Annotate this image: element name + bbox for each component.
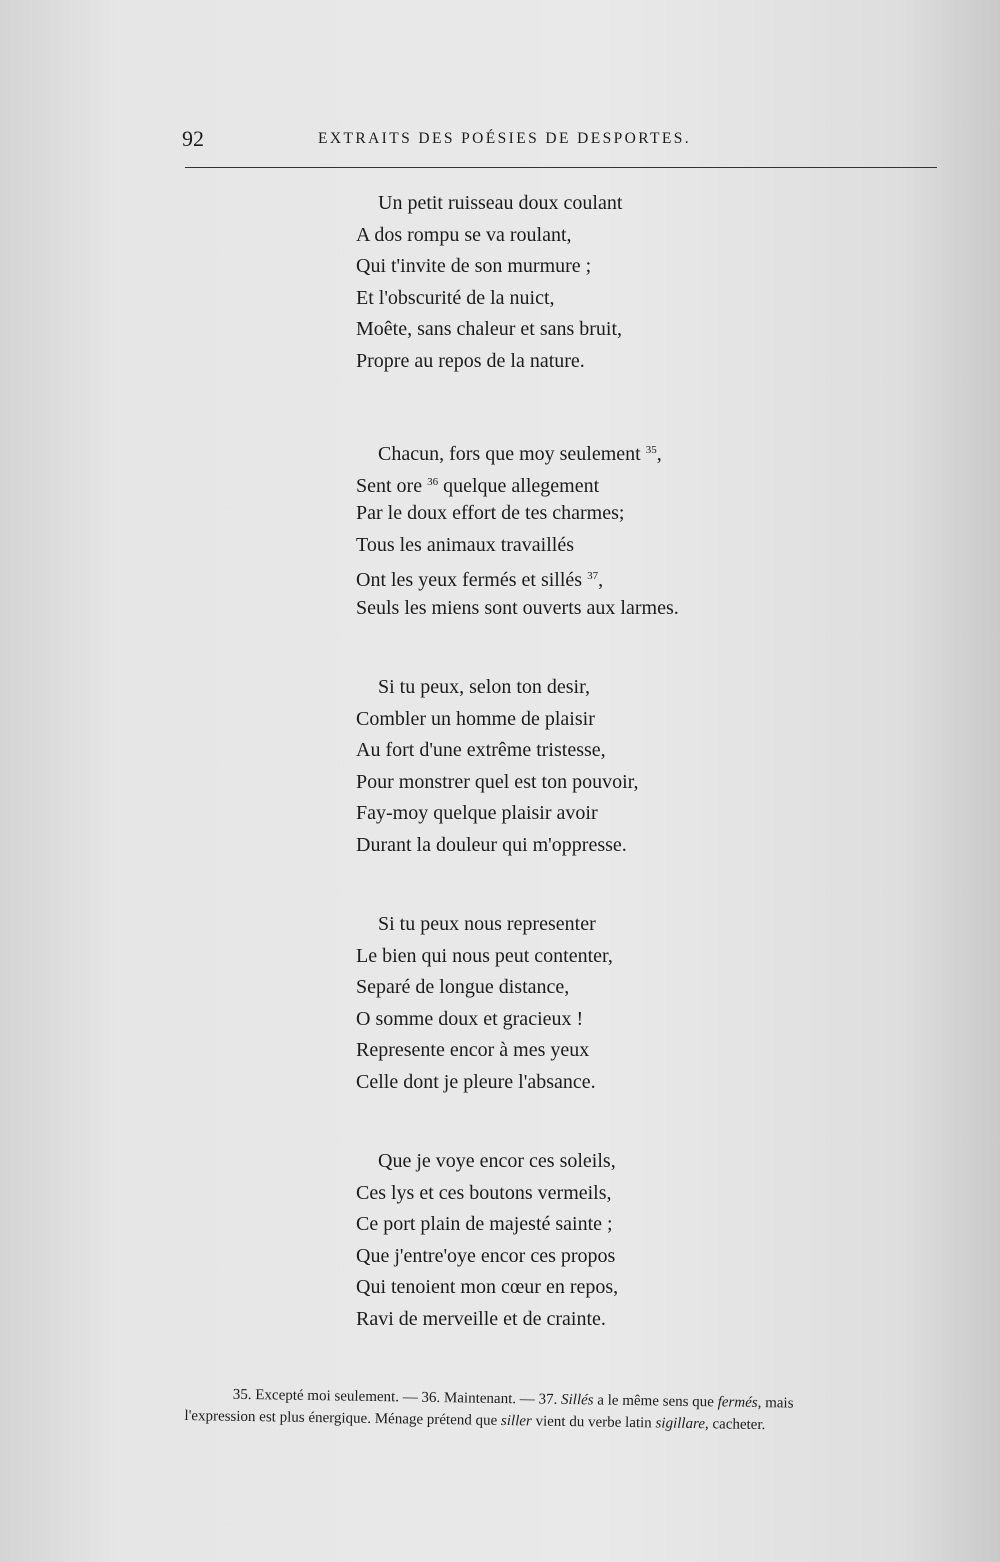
verse-line: Separé de longue distance, [356, 976, 570, 998]
page-header [180, 126, 940, 156]
verse-line: Si tu peux nous representer [378, 913, 596, 935]
stanza [356, 1146, 776, 1335]
header-rule [185, 167, 937, 168]
italic-term: fermés, [717, 1394, 762, 1412]
footnote-line: 35. Excepté moi seulement. — 36. Maintenant. — 37. Sillés a le même sens que fermés, mais [232, 1386, 794, 1412]
verse-line: Qui tenoient mon cœur en repos, [356, 1276, 619, 1298]
italic-term: Sillés [560, 1391, 594, 1409]
page-number: 92 [182, 126, 204, 151]
verse-line: Chacun, fors que moy seulement $^{35}$, [378, 443, 662, 465]
verse-line: Ont les yeux fermés et sillés $^{37}$, [356, 569, 604, 591]
poem [356, 188, 776, 1383]
verse-line: Durant la douleur qui m'oppresse. [356, 833, 627, 856]
verse-line: Represente encor à mes yeux [356, 1039, 590, 1061]
verse-line: Que je voye encor ces soleils, [378, 1150, 616, 1172]
verse-line: Ces lys et ces boutons vermeils, [356, 1181, 612, 1204]
verse-line: Seuls les miens sont ouverts aux larmes. [356, 596, 679, 619]
verse-line: Ce port plain de majesté sainte ; [356, 1213, 613, 1235]
verse-line: Combler un homme de plaisir [356, 707, 595, 730]
verse-line: Par le doux effort de tes charmes; [356, 502, 625, 524]
verse-line: Si tu peux, selon ton desir, [378, 676, 590, 698]
footnote-marker: 36 [427, 475, 439, 488]
stanza [356, 188, 776, 377]
running-title: EXTRAITS DES POÉSIES DE DESPORTES. [318, 130, 692, 147]
verse-line: Le bien qui nous peut contenter, [356, 944, 613, 967]
footnote-marker: 37 [587, 570, 599, 582]
verse-line: Pour monstrer quel est ton pouvoir, [356, 770, 639, 793]
stanza [356, 435, 776, 624]
verse-line: Que j'entre'oye encor ces propos [356, 1244, 616, 1267]
verse-line: Qui t'invite de son murmure ; [356, 255, 592, 277]
footnote-line: l'expression est plus énergique. Ménage prétend que siller vient du verbe latin sigillare, cacheter. [184, 1407, 766, 1434]
verse-line: Ravi de merveille et de crainte. [356, 1307, 606, 1330]
italic-term: siller [500, 1412, 532, 1430]
verse-line: Un petit ruisseau doux coulant [378, 192, 623, 214]
verse-line: Celle dont je pleure l'absance. [356, 1070, 596, 1093]
verse-line: Propre au repos de la nature. [356, 349, 585, 372]
stanza [356, 909, 776, 1098]
verse-line: Et l'obscurité de la nuict, [356, 286, 555, 309]
verse-line: Fay-moy quelque plaisir avoir [356, 802, 598, 824]
verse-line: O somme doux et gracieux ! [356, 1007, 584, 1030]
verse-line: Au fort d'une extrême tristesse, [356, 739, 606, 761]
italic-term: sigillare, [655, 1415, 709, 1433]
verse-line: Moête, sans chaleur et sans bruit, [356, 318, 623, 340]
verse-line: A dos rompu se va roulant, [356, 223, 572, 246]
footnotes [184, 1383, 945, 1439]
verse-line: Tous les animaux travaillés [356, 533, 574, 556]
verse-line: Sent ore $^{36}$ quelque allegement [356, 474, 600, 497]
footnote-marker: 35 [645, 444, 657, 456]
stanza [356, 672, 776, 861]
